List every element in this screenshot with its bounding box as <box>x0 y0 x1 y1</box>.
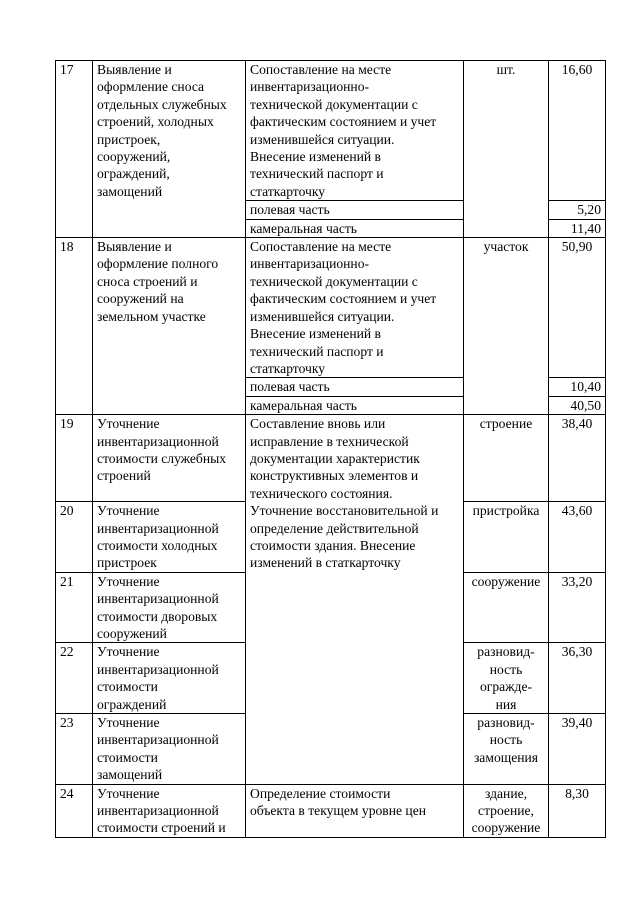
row-number: 17 <box>56 61 93 238</box>
price-value: 8,30 <box>549 784 606 837</box>
row-number: 23 <box>56 714 93 785</box>
unit-of-measure: строение <box>464 415 549 502</box>
row-number: 18 <box>56 238 93 415</box>
unit-of-measure: здание, строение, сооружение <box>464 784 549 837</box>
service-description: Сопоставление на месте инвентаризационно- технической документации с фактическим состоянием и учет изменившейся ситуации. Внесение изменений в технический паспорт и статкарточку <box>246 61 464 201</box>
unit-of-measure: разновид- ность огражде- ния <box>464 643 549 714</box>
unit-of-measure: разновид- ность замощения <box>464 714 549 785</box>
price-value: 16,60 <box>549 61 606 201</box>
subrow-label: камеральная часть <box>246 396 464 414</box>
price-value: 33,20 <box>549 572 606 643</box>
service-name: Уточнение инвентаризационной стоимости замощений <box>93 714 246 785</box>
unit-of-measure: пристройка <box>464 502 549 573</box>
row-number: 24 <box>56 784 93 837</box>
service-name: Выявление и оформление полного сноса строений и сооружений на земельном участке <box>93 238 246 415</box>
service-description: Сопоставление на месте инвентаризационно- технической документации с фактическим состоянием и учет изменившейся ситуации. Внесение изменений в технический паспорт и статкарточку <box>246 238 464 378</box>
row-number: 19 <box>56 415 93 502</box>
subrow-label: полевая часть <box>246 378 464 396</box>
price-value: 43,60 <box>549 502 606 573</box>
service-name: Уточнение инвентаризационной стоимости ограждений <box>93 643 246 714</box>
row-number: 20 <box>56 502 93 573</box>
subrow-price: 5,20 <box>549 201 606 219</box>
service-description: Составление вновь или исправление в технической документации характеристик конструктивных элементов и технического состояния. Уточнение восстановительной и определение действительной стоимости здания. Внесение изменений в статкарточку <box>246 415 464 785</box>
price-value: 50,90 <box>549 238 606 378</box>
table-row <box>56 238 606 378</box>
service-description: Определение стоимости объекта в текущем уровне цен <box>246 784 464 837</box>
row-number: 21 <box>56 572 93 643</box>
price-value: 39,40 <box>549 714 606 785</box>
price-table <box>55 60 606 838</box>
unit-of-measure: участок <box>464 238 549 415</box>
service-name: Уточнение инвентаризационной стоимости служебных строений <box>93 415 246 502</box>
subrow-label: полевая часть <box>246 201 464 219</box>
price-value: 36,30 <box>549 643 606 714</box>
unit-of-measure: сооружение <box>464 572 549 643</box>
table-row <box>56 415 606 502</box>
subrow-label: камеральная часть <box>246 219 464 237</box>
service-name: Уточнение инвентаризационной стоимости строений и <box>93 784 246 837</box>
subrow-price: 10,40 <box>549 378 606 396</box>
price-value: 38,40 <box>549 415 606 502</box>
subrow-price: 40,50 <box>549 396 606 414</box>
row-number: 22 <box>56 643 93 714</box>
service-name: Выявление и оформление сноса отдельных служебных строений, холодных пристроек, сооружений, ограждений, замощений <box>93 61 246 238</box>
table-row <box>56 61 606 201</box>
table-row <box>56 784 606 837</box>
unit-of-measure: шт. <box>464 61 549 238</box>
service-name: Уточнение инвентаризационной стоимости холодных пристроек <box>93 502 246 573</box>
subrow-price: 11,40 <box>549 219 606 237</box>
service-name: Уточнение инвентаризационной стоимости дворовых сооружений <box>93 572 246 643</box>
